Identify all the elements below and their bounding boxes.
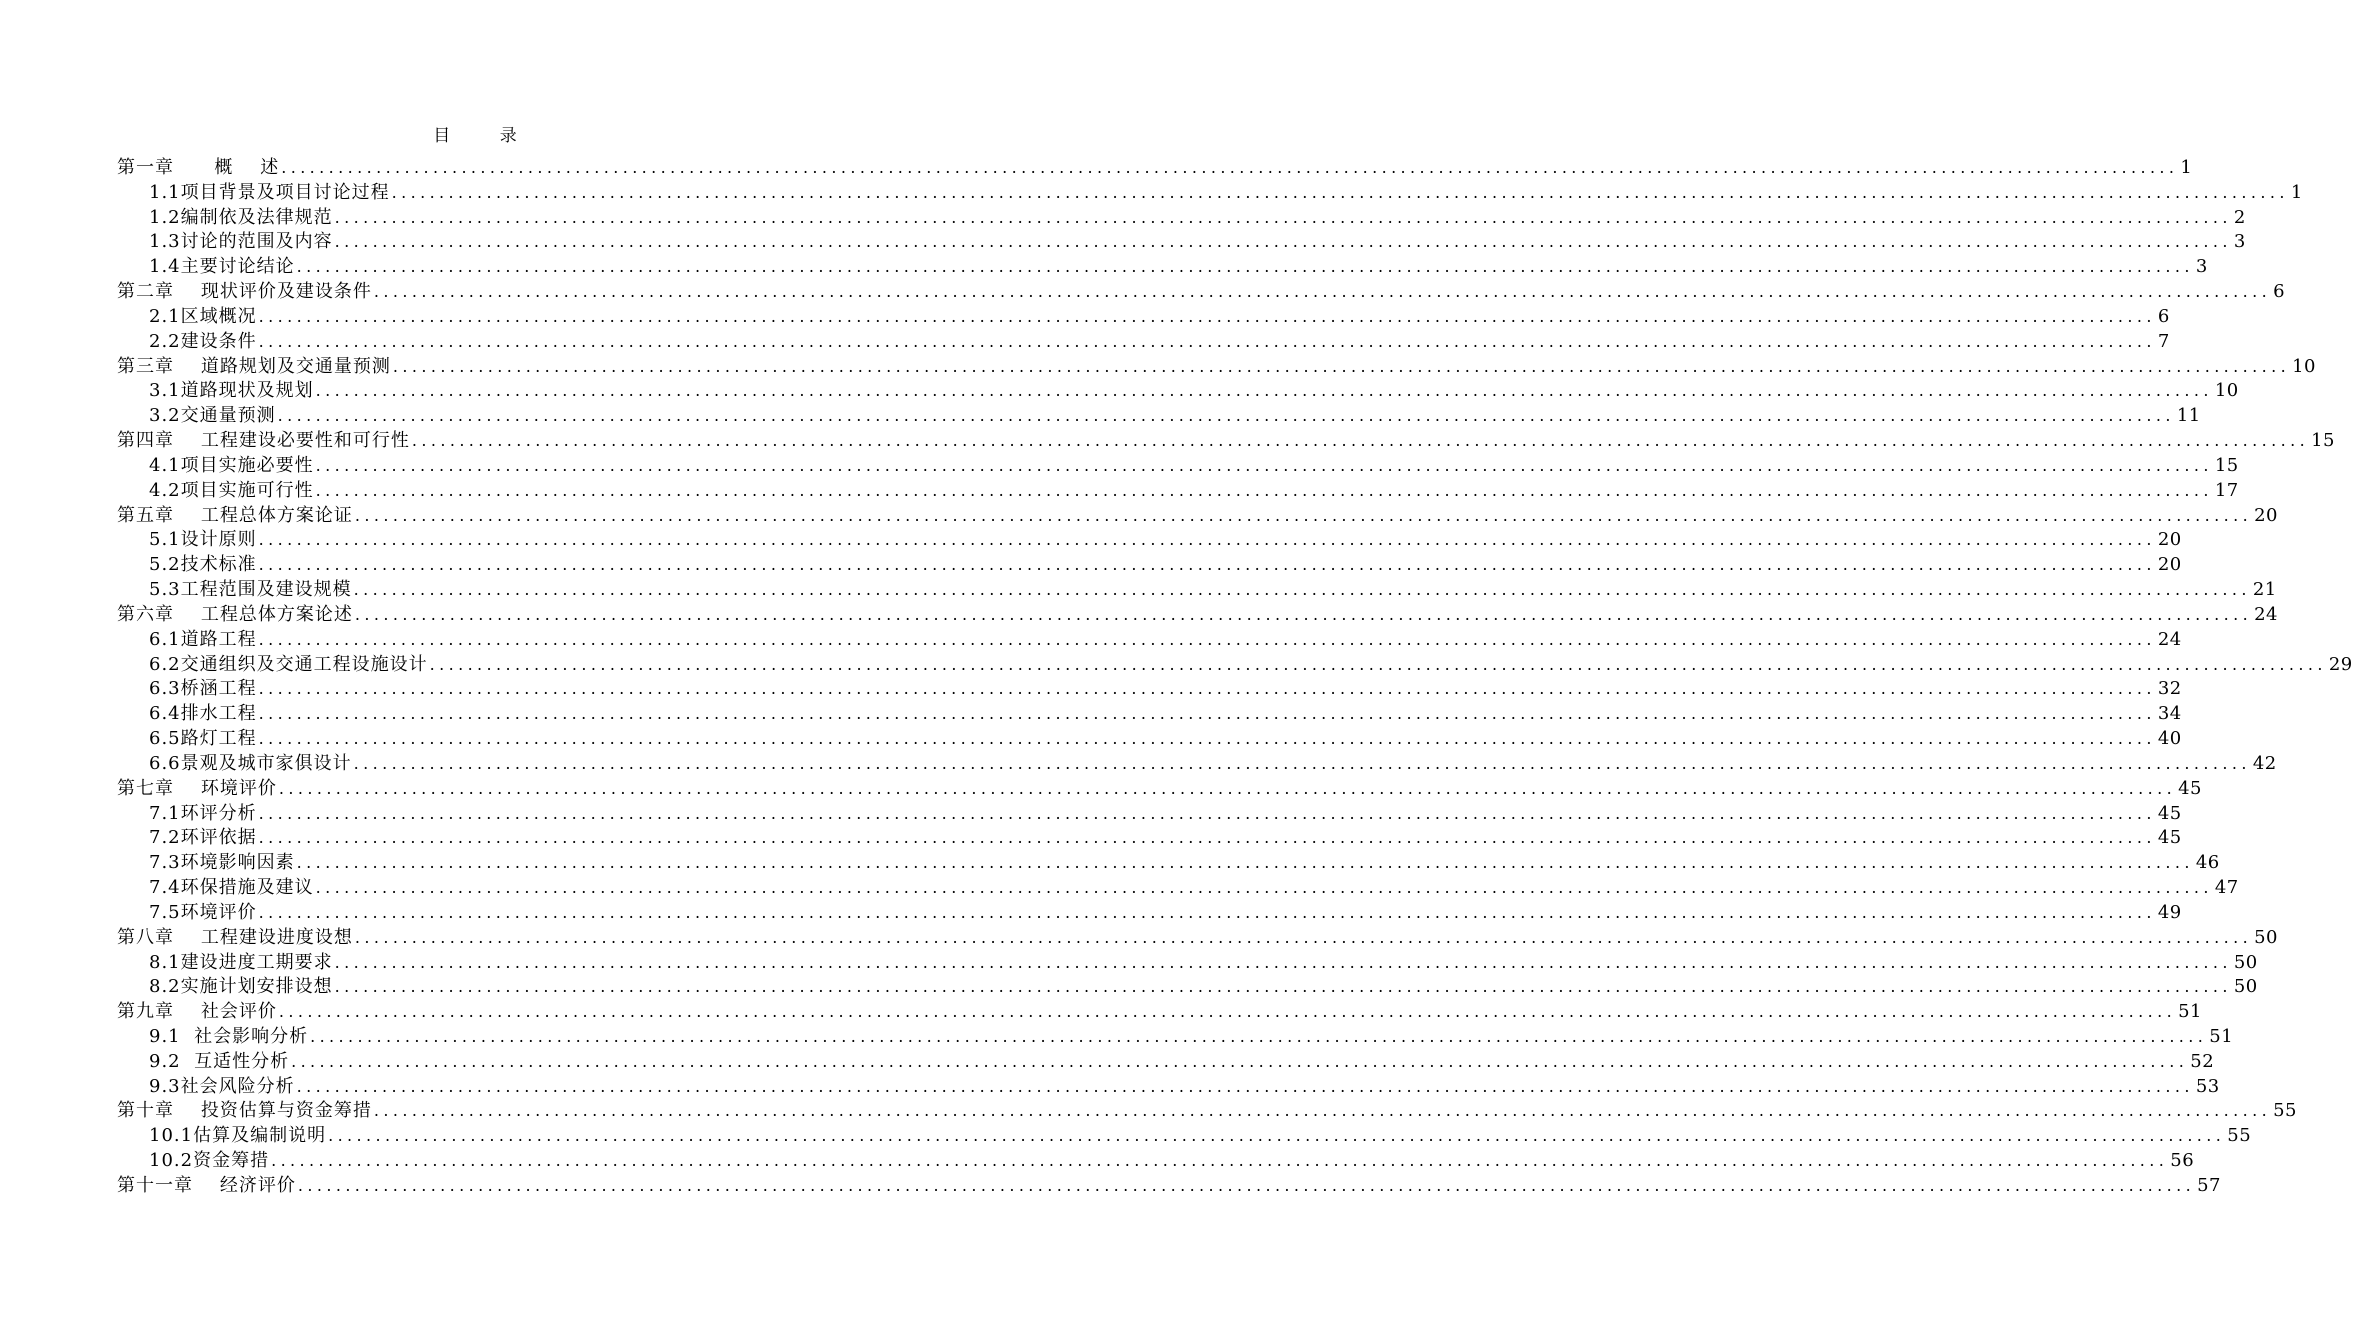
toc-title: 目 录: [433, 126, 539, 146]
toc-section-entry[interactable]: [117, 553, 2182, 578]
toc-section-entry[interactable]: [117, 379, 2239, 404]
toc-page-number: 55: [2227, 1125, 2252, 1147]
toc-dot-leader: ........................................................................................................................................................................................................: [278, 1002, 2177, 1022]
toc-chapter-entry[interactable]: [117, 1099, 2297, 1124]
toc-section-entry[interactable]: [117, 677, 2182, 702]
toc-section-entry[interactable]: [117, 1025, 2234, 1050]
toc-dot-leader: ........................................................................................................................................................................................................: [258, 828, 2156, 848]
toc-section-entry[interactable]: [117, 578, 2277, 603]
toc-page-number: 24: [2157, 628, 2182, 650]
toc-section-entry[interactable]: [117, 528, 2182, 553]
toc-entry-label: 4.2项目实施可行性: [149, 479, 314, 501]
toc-dot-leader: ........................................................................................................................................................................................................: [334, 977, 2232, 997]
toc-dot-leader: ........................................................................................................................................................................................................: [296, 853, 2194, 873]
toc-page-number: 57: [2197, 1174, 2221, 1196]
toc-chapter-entry[interactable]: [117, 355, 2316, 380]
toc-page-number: 11: [2176, 405, 2201, 427]
toc-entry-label: 1.1项目背景及项目讨论过程: [149, 181, 390, 203]
toc-dot-leader: ........................................................................................................................................................................................................: [271, 1151, 2169, 1171]
toc-entry-label: 1.2编制依及法律规范: [149, 206, 333, 228]
toc-entry-label: 第七章 环境评价: [117, 777, 277, 799]
toc-entry-label: 5.3工程范围及建设规模: [149, 579, 352, 601]
toc-section-entry[interactable]: [117, 206, 2246, 231]
toc-entry-label: 7.5环境评价: [149, 901, 257, 923]
toc-entry-label: 第四章 工程建设必要性和可行性: [117, 430, 410, 452]
toc-dot-leader: ........................................................................................................................................................................................................: [354, 505, 2253, 525]
toc-page-number: 34: [2157, 703, 2182, 725]
toc-dot-leader: ........................................................................................................................................................................................................: [258, 306, 2156, 326]
toc-dot-leader: ........................................................................................................................................................................................................: [353, 753, 2251, 773]
toc-page-number: 50: [2233, 976, 2258, 998]
toc-page-number: 21: [2252, 579, 2277, 601]
toc-entry-label: 第五章 工程总体方案论证: [117, 504, 353, 526]
toc-dot-leader: ........................................................................................................................................................................................................: [258, 679, 2156, 699]
toc-entry-label: 第六章 工程总体方案论述: [117, 603, 353, 625]
toc-page-number: 51: [2178, 1001, 2202, 1023]
toc-dot-leader: ........................................................................................................................................................................................................: [315, 878, 2213, 898]
toc-entry-label: 1.4主要讨论结论: [149, 256, 295, 278]
toc-page-number: 7: [2157, 330, 2170, 352]
table-of-contents: [117, 156, 2353, 1199]
toc-page-number: 15: [2311, 430, 2335, 452]
toc-chapter-entry[interactable]: [117, 926, 2278, 951]
toc-page-number: 29: [2328, 653, 2353, 675]
toc-section-entry[interactable]: [117, 230, 2246, 255]
toc-entry-label: 第三章 道路规划及交通量预测: [117, 355, 391, 377]
toc-section-entry[interactable]: [117, 1149, 2195, 1174]
toc-entry-label: 9.2 互适性分析: [149, 1050, 290, 1072]
toc-section-entry[interactable]: [117, 951, 2258, 976]
toc-entry-label: 6.5路灯工程: [149, 728, 257, 750]
toc-entry-label: 第一章 概 述: [117, 157, 280, 178]
toc-section-entry[interactable]: [117, 727, 2182, 752]
toc-chapter-entry[interactable]: [117, 504, 2278, 529]
toc-page-number: 51: [2209, 1025, 2234, 1047]
toc-section-entry[interactable]: [117, 901, 2182, 926]
toc-dot-leader: ........................................................................................................................................................................................................: [353, 580, 2251, 600]
toc-section-entry[interactable]: [117, 305, 2170, 330]
toc-dot-leader: ........................................................................................................................................................................................................: [296, 257, 2194, 277]
toc-chapter-entry[interactable]: [117, 603, 2278, 628]
toc-section-entry[interactable]: [117, 454, 2239, 479]
toc-section-entry[interactable]: [117, 479, 2239, 504]
toc-dot-leader: ........................................................................................................................................................................................................: [281, 158, 2179, 177]
toc-chapter-entry[interactable]: [117, 777, 2202, 802]
toc-page-number: 50: [2254, 926, 2278, 948]
toc-section-entry[interactable]: [117, 975, 2258, 1000]
toc-section-entry[interactable]: [117, 653, 2353, 678]
toc-dot-leader: ........................................................................................................................................................................................................: [277, 406, 2175, 426]
toc-section-entry[interactable]: [117, 752, 2277, 777]
toc-section-entry[interactable]: [117, 876, 2239, 901]
toc-dot-leader: ........................................................................................................................................................................................................: [411, 431, 2310, 451]
toc-section-entry[interactable]: [117, 826, 2182, 851]
toc-page-number: 40: [2157, 728, 2182, 750]
toc-entry-label: 5.1设计原则: [149, 529, 257, 551]
toc-page-number: 49: [2157, 901, 2182, 923]
toc-dot-leader: ........................................................................................................................................................................................................: [258, 530, 2156, 550]
toc-dot-leader: ........................................................................................................................................................................................................: [334, 207, 2232, 227]
toc-chapter-entry[interactable]: [117, 1174, 2221, 1199]
toc-entry-label: 第九章 社会评价: [117, 1001, 277, 1023]
toc-page-number: 42: [2252, 752, 2277, 774]
toc-chapter-entry[interactable]: [117, 156, 2193, 181]
toc-entry-label: 7.4环保措施及建议: [149, 877, 314, 899]
toc-chapter-entry[interactable]: [117, 429, 2335, 454]
toc-page-number: 45: [2157, 827, 2182, 849]
toc-dot-leader: ........................................................................................................................................................................................................: [373, 1101, 2272, 1121]
toc-dot-leader: ........................................................................................................................................................................................................: [392, 356, 2291, 376]
toc-entry-label: 6.2交通组织及交通工程设施设计: [149, 653, 428, 675]
toc-page-number: 6: [2273, 281, 2286, 303]
toc-page-number: 10: [2214, 380, 2239, 402]
toc-dot-leader: ........................................................................................................................................................................................................: [278, 778, 2177, 798]
toc-dot-leader: ........................................................................................................................................................................................................: [258, 902, 2156, 922]
toc-dot-leader: ........................................................................................................................................................................................................: [296, 1076, 2194, 1096]
toc-dot-leader: ........................................................................................................................................................................................................: [291, 1051, 2189, 1071]
toc-entry-label: 9.1 社会影响分析: [149, 1025, 309, 1047]
toc-dot-leader: ........................................................................................................................................................................................................: [258, 331, 2156, 351]
toc-dot-leader: ........................................................................................................................................................................................................: [373, 282, 2272, 302]
toc-page-number: 24: [2254, 603, 2278, 625]
toc-dot-leader: ........................................................................................................................................................................................................: [258, 555, 2156, 575]
toc-dot-leader: ........................................................................................................................................................................................................: [391, 182, 2289, 202]
toc-section-entry[interactable]: [117, 802, 2182, 827]
toc-page-number: 6: [2157, 305, 2170, 327]
toc-section-entry[interactable]: [117, 255, 2208, 280]
toc-dot-leader: ........................................................................................................................................................................................................: [258, 803, 2156, 823]
toc-page-number: 1: [2180, 157, 2193, 178]
toc-page-number: 46: [2195, 852, 2220, 874]
toc-entry-label: 6.1道路工程: [149, 628, 257, 650]
toc-dot-leader: ........................................................................................................................................................................................................: [334, 232, 2232, 252]
toc-entry-label: 第八章 工程建设进度设想: [117, 926, 353, 948]
toc-entry-label: 第十章 投资估算与资金筹措: [117, 1100, 372, 1122]
toc-page-number: 45: [2157, 802, 2182, 824]
toc-page-number: 50: [2233, 951, 2258, 973]
toc-entry-label: 2.1区域概况: [149, 305, 257, 327]
toc-entry-label: 5.2技术标准: [149, 554, 257, 576]
toc-entry-label: 1.3讨论的范围及内容: [149, 231, 333, 253]
toc-dot-leader: ........................................................................................................................................................................................................: [315, 455, 2213, 475]
toc-entry-label: 3.2交通量预测: [149, 405, 276, 427]
toc-page-number: 56: [2170, 1150, 2195, 1172]
toc-dot-leader: ........................................................................................................................................................................................................: [354, 604, 2253, 624]
toc-page-number: 10: [2292, 355, 2316, 377]
toc-dot-leader: ........................................................................................................................................................................................................: [258, 704, 2156, 724]
toc-entry-label: 6.6景观及城市家俱设计: [149, 752, 352, 774]
toc-dot-leader: ........................................................................................................................................................................................................: [297, 1175, 2196, 1195]
toc-entry-label: 第二章 现状评价及建设条件: [117, 281, 372, 303]
toc-entry-label: 7.3环境影响因素: [149, 852, 295, 874]
toc-section-entry[interactable]: [117, 404, 2201, 429]
toc-entry-label: 7.1环评分析: [149, 802, 257, 824]
toc-section-entry[interactable]: [117, 330, 2170, 355]
toc-section-entry[interactable]: [117, 181, 2303, 206]
toc-section-entry[interactable]: [117, 628, 2182, 653]
toc-entry-label: 4.1项目实施必要性: [149, 454, 314, 476]
toc-dot-leader: ........................................................................................................................................................................................................: [258, 629, 2156, 649]
toc-section-entry[interactable]: [117, 851, 2220, 876]
toc-page-number: 45: [2178, 777, 2202, 799]
toc-entry-label: 3.1道路现状及规划: [149, 380, 314, 402]
toc-chapter-entry[interactable]: [117, 280, 2286, 305]
toc-dot-leader: ........................................................................................................................................................................................................: [315, 480, 2213, 500]
toc-dot-leader: ........................................................................................................................................................................................................: [429, 654, 2327, 674]
toc-section-entry[interactable]: [117, 702, 2182, 727]
toc-entry-label: 7.2环评依据: [149, 827, 257, 849]
toc-page-number: 3: [2233, 231, 2246, 253]
toc-entry-label: 8.2实施计划安排设想: [149, 976, 333, 998]
toc-entry-label: 第十一章 经济评价: [117, 1174, 296, 1196]
toc-page-number: 20: [2157, 554, 2182, 576]
toc-entry-label: 10.1估算及编制说明: [149, 1125, 327, 1147]
toc-dot-leader: ........................................................................................................................................................................................................: [315, 381, 2213, 401]
toc-page-number: 47: [2214, 877, 2239, 899]
toc-page-number: 32: [2157, 678, 2182, 700]
toc-entry-label: 6.3桥涵工程: [149, 678, 257, 700]
toc-dot-leader: ........................................................................................................................................................................................................: [310, 1026, 2208, 1046]
toc-section-entry[interactable]: [117, 1075, 2220, 1100]
toc-page-number: 17: [2214, 479, 2239, 501]
toc-page-number: 55: [2273, 1100, 2297, 1122]
toc-section-entry[interactable]: [117, 1050, 2215, 1075]
toc-dot-leader: ........................................................................................................................................................................................................: [328, 1126, 2226, 1146]
toc-page-number: 1: [2290, 181, 2303, 203]
toc-chapter-entry[interactable]: [117, 1000, 2202, 1025]
toc-entry-label: 10.2资金筹措: [149, 1150, 270, 1172]
toc-entry-label: 6.4排水工程: [149, 703, 257, 725]
toc-dot-leader: ........................................................................................................................................................................................................: [354, 927, 2253, 947]
toc-entry-label: 8.1建设进度工期要求: [149, 951, 333, 973]
toc-entry-label: 9.3社会风险分析: [149, 1075, 295, 1097]
toc-page-number: 3: [2195, 256, 2208, 278]
toc-dot-leader: ........................................................................................................................................................................................................: [334, 952, 2232, 972]
toc-page-number: 2: [2233, 206, 2246, 228]
toc-dot-leader: ........................................................................................................................................................................................................: [258, 729, 2156, 749]
toc-page-number: 20: [2157, 529, 2182, 551]
toc-section-entry[interactable]: [117, 1124, 2252, 1149]
toc-page-number: 15: [2214, 454, 2239, 476]
toc-page-number: 53: [2195, 1075, 2220, 1097]
toc-page-number: 20: [2254, 504, 2278, 526]
toc-entry-label: 2.2建设条件: [149, 330, 257, 352]
toc-page-number: 52: [2190, 1050, 2215, 1072]
